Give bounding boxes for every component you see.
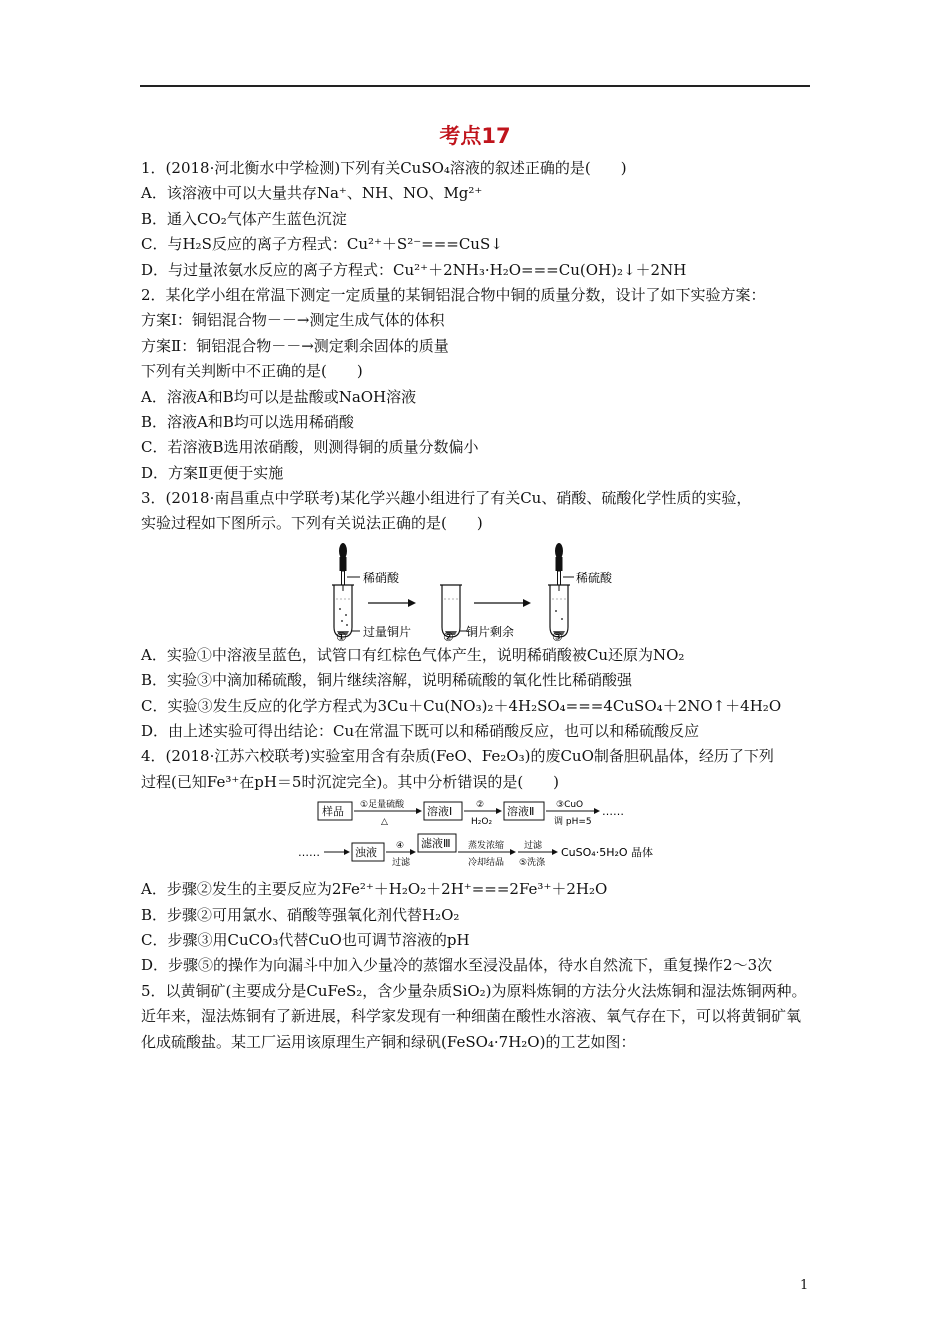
flow-step1-top: ①足量硫酸 [360, 800, 405, 811]
tube-3-number: ③ [552, 629, 563, 643]
q3-option-a: A．实验①中溶液呈蓝色，试管口有红棕色气体产生，说明稀硝酸被Cu还原为NO₂ [141, 645, 685, 664]
flow-sample: 样品 [322, 805, 344, 819]
flow-solution-1: 溶液Ⅰ [427, 805, 453, 819]
flow-dots-1: …… [602, 805, 624, 819]
process-flowchart [298, 799, 658, 875]
q3-stem-line-1: 3．(2018·南昌重点中学联考)某化学兴趣小组进行了有关Cu、硝酸、硫酸化学性质的实验， [141, 489, 752, 508]
q4-flow-diagram [141, 795, 813, 877]
flow-dots-2: …… [298, 846, 320, 860]
label-dilute-nitric: 稀硝酸 [363, 570, 400, 585]
label-copper-remaining: 铜片剩余 [466, 624, 515, 639]
arrow-right-icon [474, 599, 531, 607]
q1-option-b: B．通入CO₂气体产生蓝色沉淀 [141, 209, 347, 228]
tube-1-number: ① [336, 629, 347, 643]
flow-step1-bottom: △ [381, 817, 388, 828]
page-title: 考点17 [439, 124, 511, 148]
q1-option-c: C．与H₂S反应的离子方程式：Cu²⁺＋S²⁻===CuS↓ [141, 235, 503, 254]
q4-option-d: D．步骤⑤的操作为向漏斗中加入少量冷的蒸馏水至浸没晶体，待水自然流下，重复操作2～3次 [141, 956, 773, 975]
q1-stem: 1．(2018·河北衡水中学检测)下列有关CuSO₄溶液的叙述正确的是( ) [141, 159, 627, 177]
arrow-right-icon [368, 599, 416, 607]
flow-step4-top: ④ [396, 841, 405, 852]
q4-stem-line-1: 4．(2018·江苏六校联考)实验室用含有杂质(FeO、Fe₂O₃)的废CuO制备胆矾晶体，经历了下列 [141, 747, 774, 766]
q1-option-d: D．与过量浓氨水反应的离子方程式：Cu²⁺＋2NH₃·H₂O===Cu(OH)₂↓＋2NH [141, 260, 687, 279]
q3-experiment-figure [141, 537, 813, 643]
q2-option-b: B．溶液A和B均可以选用稀硝酸 [141, 412, 354, 431]
label-dilute-sulfuric: 稀硫酸 [576, 570, 613, 585]
flow-step2-bottom: H₂O₂ [471, 817, 493, 828]
flow-evap-bottom: 冷却结晶 [468, 858, 505, 869]
q2-plan-1: 方案Ⅰ：铜铝混合物－－→测定生成气体的体积 [141, 311, 445, 330]
q1-option-a: A．该溶液中可以大量共存Na⁺、NH、NO、Mg²⁺ [141, 184, 483, 203]
page-number: 1 [800, 1278, 809, 1293]
flow-step4-bottom: 过滤 [392, 858, 411, 869]
q2-option-c: C．若溶液B选用浓硝酸，则测得铜的质量分数偏小 [141, 438, 479, 457]
q2-option-d: D．方案Ⅱ更便于实施 [141, 463, 284, 482]
q4-option-a: A．步骤②发生的主要反应为2Fe²⁺＋H₂O₂＋2H⁺===2Fe³⁺＋2H₂O [141, 880, 608, 899]
q3-option-b: B．实验③中滴加稀硫酸，铜片继续溶解，说明稀硫酸的氧化性比稀硝酸强 [141, 671, 633, 690]
q2-plan-2: 方案Ⅱ：铜铝混合物－－→测定剩余固体的质量 [141, 336, 449, 355]
flow-solution-2: 溶液Ⅱ [507, 805, 535, 819]
q4-stem-line-2: 过程(已知Fe³⁺在pH＝5时沉淀完全)。其中分析错误的是( ) [141, 772, 560, 791]
flow-step3-top: ③CuO [556, 800, 584, 811]
document-body [141, 156, 813, 1055]
flow-filter-top: 过滤 [524, 841, 543, 852]
tube-2-number: ② [443, 629, 454, 643]
flow-evap-top: 蒸发浓缩 [468, 841, 505, 852]
q2-option-a: A．溶液A和B均可以是盐酸或NaOH溶液 [141, 387, 417, 406]
flow-step3-bottom: 调 pH=5 [554, 817, 592, 828]
q3-stem-line-2: 实验过程如下图所示。下列有关说法正确的是( ) [141, 514, 483, 533]
q2-ask: 下列有关判断中不正确的是( ) [141, 362, 363, 381]
dropper-3-icon [555, 543, 563, 591]
flow-product: CuSO₄·5H₂O 晶体 [561, 846, 654, 860]
q3-option-c: C．实验③发生反应的化学方程式为3Cu＋Cu(NO₃)₂＋4H₂SO₄===4CuSO₄＋2NO↑＋4H₂O [141, 696, 782, 715]
flow-turbid: 浊液 [355, 846, 377, 860]
q4-option-b: B．步骤②可用氯水、硝酸等强氧化剂代替H₂O₂ [141, 905, 460, 924]
flow-filtrate-3: 滤液Ⅲ [421, 837, 451, 851]
q4-option-c: C．步骤③用CuCO₃代替CuO也可调节溶液的pH [141, 930, 470, 949]
q3-option-d: D．由上述实验可得出结论：Cu在常温下既可以和稀硝酸反应，也可以和稀硫酸反应 [141, 722, 700, 741]
dropper-1-icon [339, 543, 347, 591]
flow-step2-top: ② [476, 800, 485, 811]
flow-filter-bottom: ⑤洗涤 [519, 858, 546, 869]
test-tube-diagram [316, 539, 636, 643]
label-excess-copper: 过量铜片 [363, 624, 412, 639]
q5-text: 5．以黄铜矿(主要成分是CuFeS₂，含少量杂质SiO₂)为原料炼铜的方法分火法炼铜和湿法炼铜两种。近年来，湿法炼铜有了新进展，科学家发现有一种细菌在酸性水溶液、氧气存在下，可以将黄铜矿氧化成硫酸盐。某工厂运用该原理生产铜和绿矾(FeSO₄·7H₂O)的工艺如图： [141, 981, 807, 1051]
header-rule [140, 85, 810, 87]
q2-stem: 2．某化学小组在常温下测定一定质量的某铜铝混合物中铜的质量分数，设计了如下实验方案： [141, 285, 766, 304]
